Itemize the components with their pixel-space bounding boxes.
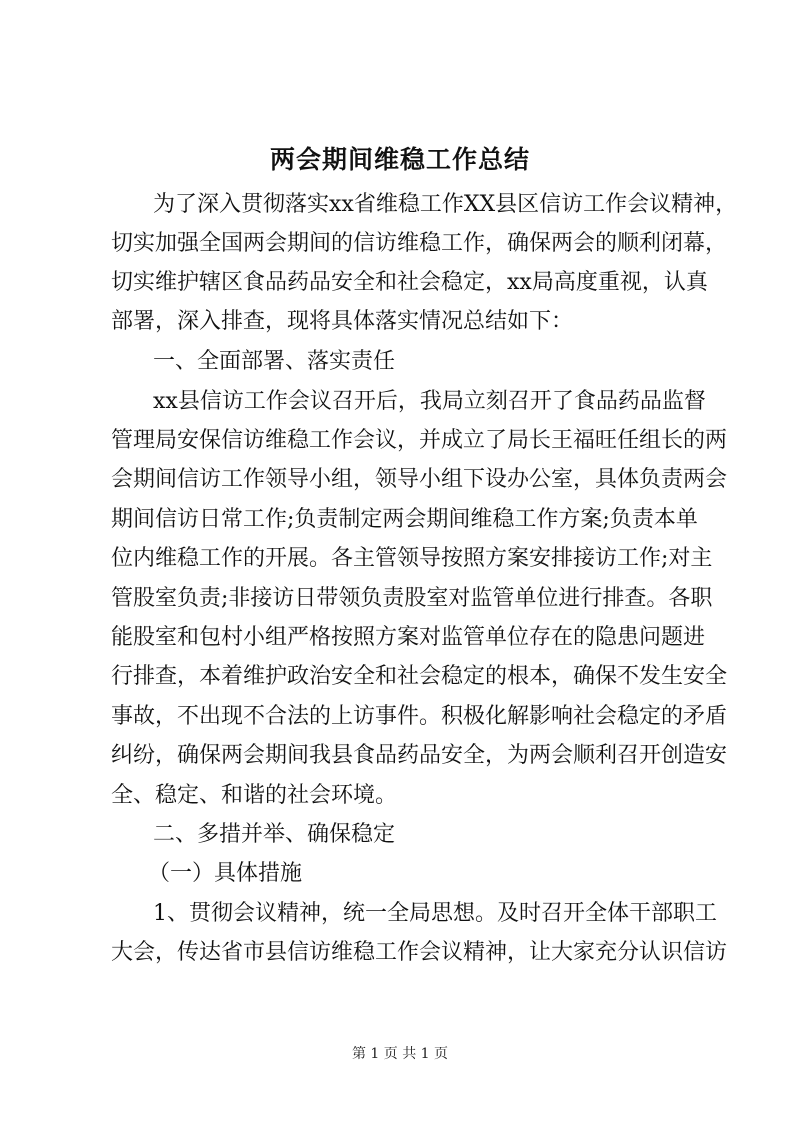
- paragraph-line: 为了深入贯彻落实xx省维稳工作XX县区信访工作会议精神，: [153, 192, 738, 217]
- paragraph-line: 全、稳定、和谐的社会环境。: [111, 783, 398, 808]
- section-heading: 二、多措并举、确保稳定: [153, 822, 396, 847]
- paragraph-line: 能股室和包村小组严格按照方案对监管单位存在的隐患问题进: [111, 625, 706, 650]
- page-number-footer: 第 1 页 共 1 页: [351, 1046, 449, 1062]
- paragraph-line: 切实维护辖区食品药品安全和社会稳定，xx局高度重视，认真: [111, 270, 708, 295]
- paragraph-line: 位内维稳工作的开展。各主管领导按照方案安排接访工作;对主: [111, 546, 713, 571]
- paragraph-line: 大会，传达省市县信访维稳工作会议精神，让大家充分认识信访: [111, 940, 728, 965]
- paragraph-line: 管股室负责;非接访日带领负责股室对监管单位进行排查。各职: [111, 586, 713, 611]
- paragraph-line: 纠纷，确保两会期间我县食品药品安全，为两会顺利召开创造安: [111, 743, 728, 768]
- paragraph-line: 行排查，本着维护政治安全和社会稳定的根本，确保不发生安全: [111, 664, 728, 689]
- paragraph-line: 管理局安保信访维稳工作会议，并成立了局长王福旺任组长的两: [111, 428, 728, 453]
- paragraph-line: 切实加强全国两会期间的信访维稳工作，确保两会的顺利闭幕，: [111, 231, 728, 256]
- paragraph-line: 1、贯彻会议精神，统一全局思想。及时召开全体干部职工: [153, 901, 717, 926]
- document-title: 两会期间维稳工作总结: [269, 145, 530, 174]
- paragraph-line: 期间信访日常工作;负责制定两会期间维稳工作方案;负责本单: [111, 507, 698, 532]
- section-heading: 一、全面部署、落实责任: [153, 349, 396, 374]
- paragraph-line: 部署，深入排查，现将具体落实情况总结如下：: [111, 309, 574, 334]
- subsection-heading: （一）具体措施: [148, 861, 303, 886]
- paragraph-line: 会期间信访工作领导小组，领导小组下设办公室，具体负责两会: [111, 467, 728, 492]
- paragraph-line: xx县信访工作会议召开后，我局立刻召开了食品药品监督: [153, 389, 706, 414]
- paragraph-line: 事故，不出现不合法的上访事件。积极化解影响社会稳定的矛盾: [111, 704, 728, 729]
